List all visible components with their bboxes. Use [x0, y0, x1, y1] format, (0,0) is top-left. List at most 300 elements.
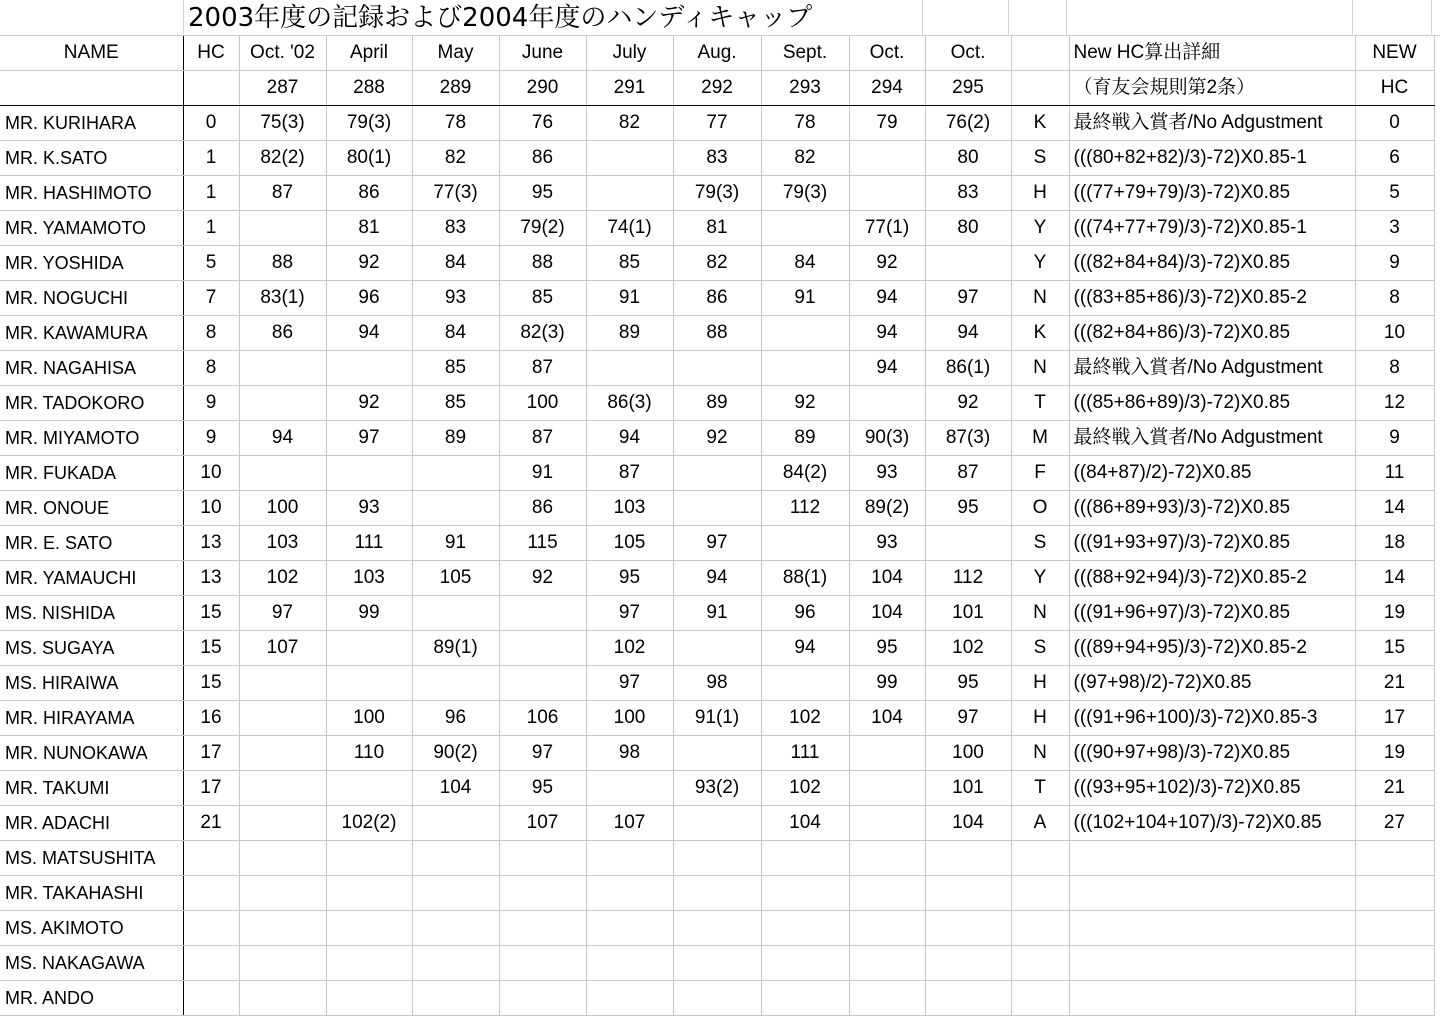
- player-name-cell[interactable]: MR. NUNOKAWA: [0, 736, 183, 771]
- score-cell[interactable]: [239, 981, 326, 1016]
- month-header[interactable]: Aug.: [673, 36, 761, 71]
- score-cell[interactable]: 77: [673, 106, 761, 141]
- score-cell[interactable]: 103: [326, 561, 412, 596]
- score-cell[interactable]: [586, 141, 673, 176]
- calc-detail-cell[interactable]: 最終戦入賞者/No Adgustment: [1069, 106, 1355, 141]
- score-cell[interactable]: 94: [239, 421, 326, 456]
- initial-cell[interactable]: Y: [1011, 246, 1069, 281]
- initial-cell[interactable]: [1011, 911, 1069, 946]
- score-cell[interactable]: [761, 351, 849, 386]
- hc-cell[interactable]: 9: [183, 421, 239, 456]
- score-cell[interactable]: 112: [761, 491, 849, 526]
- new-hc-cell[interactable]: [1355, 946, 1434, 981]
- score-cell[interactable]: [239, 386, 326, 421]
- calc-detail-cell[interactable]: (((102+104+107)/3)-72)X0.85: [1069, 806, 1355, 841]
- score-cell[interactable]: 93: [412, 281, 499, 316]
- score-cell[interactable]: [673, 631, 761, 666]
- score-cell[interactable]: 93: [849, 456, 925, 491]
- round-number[interactable]: 294: [849, 71, 925, 106]
- score-cell[interactable]: [673, 351, 761, 386]
- new-hc-cell[interactable]: 10: [1355, 316, 1434, 351]
- round-number[interactable]: 288: [326, 71, 412, 106]
- player-name-cell[interactable]: MR. KURIHARA: [0, 106, 183, 141]
- score-cell[interactable]: [412, 841, 499, 876]
- score-cell[interactable]: 85: [412, 351, 499, 386]
- score-cell[interactable]: 95: [849, 631, 925, 666]
- score-cell[interactable]: 100: [499, 386, 586, 421]
- score-cell[interactable]: [586, 876, 673, 911]
- score-cell[interactable]: 91: [761, 281, 849, 316]
- score-cell[interactable]: 100: [239, 491, 326, 526]
- score-cell[interactable]: 82(2): [239, 141, 326, 176]
- new-hc-cell[interactable]: [1355, 876, 1434, 911]
- calc-detail-cell[interactable]: ((97+98)/2)-72)X0.85: [1069, 666, 1355, 701]
- month-header[interactable]: July: [586, 36, 673, 71]
- score-cell[interactable]: [849, 876, 925, 911]
- score-cell[interactable]: 92: [673, 421, 761, 456]
- score-cell[interactable]: 111: [761, 736, 849, 771]
- score-cell[interactable]: [925, 526, 1011, 561]
- score-cell[interactable]: [849, 141, 925, 176]
- round-number[interactable]: 287: [239, 71, 326, 106]
- hc-cell[interactable]: 10: [183, 491, 239, 526]
- player-name-cell[interactable]: MR. TAKUMI: [0, 771, 183, 806]
- score-cell[interactable]: 82: [412, 141, 499, 176]
- score-cell[interactable]: 102: [239, 561, 326, 596]
- score-cell[interactable]: [849, 911, 925, 946]
- score-cell[interactable]: 99: [326, 596, 412, 631]
- hc-cell[interactable]: [183, 876, 239, 911]
- score-cell[interactable]: [326, 981, 412, 1016]
- score-cell[interactable]: 104: [849, 701, 925, 736]
- score-cell[interactable]: [586, 841, 673, 876]
- calc-detail-cell[interactable]: [1069, 876, 1355, 911]
- score-cell[interactable]: [239, 911, 326, 946]
- score-cell[interactable]: 89: [761, 421, 849, 456]
- score-cell[interactable]: 75(3): [239, 106, 326, 141]
- hc-cell[interactable]: 1: [183, 211, 239, 246]
- round-number[interactable]: 290: [499, 71, 586, 106]
- score-cell[interactable]: 79(3): [673, 176, 761, 211]
- score-cell[interactable]: 85: [586, 246, 673, 281]
- score-cell[interactable]: [412, 806, 499, 841]
- player-name-cell[interactable]: MS. SUGAYA: [0, 631, 183, 666]
- round-number[interactable]: 289: [412, 71, 499, 106]
- score-cell[interactable]: [499, 631, 586, 666]
- new-hc-cell[interactable]: 21: [1355, 666, 1434, 701]
- calc-detail-cell[interactable]: (((86+89+93)/3)-72)X0.85: [1069, 491, 1355, 526]
- calc-detail-cell[interactable]: (((93+95+102)/3)-72)X0.85: [1069, 771, 1355, 806]
- score-cell[interactable]: [849, 981, 925, 1016]
- score-cell[interactable]: [586, 911, 673, 946]
- score-cell[interactable]: [586, 981, 673, 1016]
- score-cell[interactable]: 86: [499, 491, 586, 526]
- score-cell[interactable]: [673, 981, 761, 1016]
- player-name-cell[interactable]: MR. HIRAYAMA: [0, 701, 183, 736]
- score-cell[interactable]: 104: [761, 806, 849, 841]
- score-cell[interactable]: 104: [849, 561, 925, 596]
- score-cell[interactable]: 87(3): [925, 421, 1011, 456]
- calc-detail-cell[interactable]: (((74+77+79)/3)-72)X0.85-1: [1069, 211, 1355, 246]
- score-cell[interactable]: 78: [412, 106, 499, 141]
- score-cell[interactable]: 93(2): [673, 771, 761, 806]
- score-cell[interactable]: 84(2): [761, 456, 849, 491]
- score-cell[interactable]: [673, 911, 761, 946]
- player-name-cell[interactable]: MR. KAWAMURA: [0, 316, 183, 351]
- score-cell[interactable]: 90(2): [412, 736, 499, 771]
- score-cell[interactable]: [326, 841, 412, 876]
- calc-detail-cell[interactable]: ((84+87)/2)-72)X0.85: [1069, 456, 1355, 491]
- score-cell[interactable]: 104: [412, 771, 499, 806]
- new-hc-cell[interactable]: 6: [1355, 141, 1434, 176]
- calc-detail-cell[interactable]: (((89+94+95)/3)-72)X0.85-2: [1069, 631, 1355, 666]
- score-cell[interactable]: [849, 386, 925, 421]
- new-hc-cell[interactable]: 21: [1355, 771, 1434, 806]
- score-cell[interactable]: 82: [673, 246, 761, 281]
- score-cell[interactable]: 78: [761, 106, 849, 141]
- score-cell[interactable]: 95: [925, 491, 1011, 526]
- player-name-cell[interactable]: MR. YOSHIDA: [0, 246, 183, 281]
- score-cell[interactable]: 94: [849, 281, 925, 316]
- initial-cell[interactable]: Y: [1011, 211, 1069, 246]
- calc-detail-cell[interactable]: (((91+96+100)/3)-72)X0.85-3: [1069, 701, 1355, 736]
- score-cell[interactable]: [586, 176, 673, 211]
- score-cell[interactable]: 90(3): [849, 421, 925, 456]
- score-cell[interactable]: 97: [499, 736, 586, 771]
- score-cell[interactable]: 107: [499, 806, 586, 841]
- score-cell[interactable]: 77(3): [412, 176, 499, 211]
- player-name-cell[interactable]: MR. K.SATO: [0, 141, 183, 176]
- calc-detail-cell[interactable]: [1069, 946, 1355, 981]
- score-cell[interactable]: 80: [925, 211, 1011, 246]
- score-cell[interactable]: 94: [586, 421, 673, 456]
- score-cell[interactable]: 91: [499, 456, 586, 491]
- initial-cell[interactable]: K: [1011, 316, 1069, 351]
- initial-cell[interactable]: [1011, 876, 1069, 911]
- new-hc-cell[interactable]: 5: [1355, 176, 1434, 211]
- player-name-cell[interactable]: MR. TADOKORO: [0, 386, 183, 421]
- new-hc-header[interactable]: NEW: [1355, 36, 1434, 71]
- hc-cell[interactable]: 1: [183, 176, 239, 211]
- month-header[interactable]: Oct.: [849, 36, 925, 71]
- score-cell[interactable]: [239, 701, 326, 736]
- initial-cell[interactable]: N: [1011, 736, 1069, 771]
- score-cell[interactable]: 105: [586, 526, 673, 561]
- score-cell[interactable]: 76(2): [925, 106, 1011, 141]
- score-cell[interactable]: [412, 456, 499, 491]
- score-cell[interactable]: 82: [586, 106, 673, 141]
- score-cell[interactable]: 97: [673, 526, 761, 561]
- new-hc-cell[interactable]: 12: [1355, 386, 1434, 421]
- score-cell[interactable]: [239, 876, 326, 911]
- player-name-cell[interactable]: MR. NAGAHISA: [0, 351, 183, 386]
- score-cell[interactable]: [849, 841, 925, 876]
- score-cell[interactable]: [673, 491, 761, 526]
- player-name-cell[interactable]: MR. ADACHI: [0, 806, 183, 841]
- calc-detail-cell[interactable]: (((83+85+86)/3)-72)X0.85-2: [1069, 281, 1355, 316]
- score-cell[interactable]: [239, 666, 326, 701]
- score-cell[interactable]: 84: [412, 246, 499, 281]
- score-cell[interactable]: 91(1): [673, 701, 761, 736]
- score-cell[interactable]: [761, 876, 849, 911]
- new-hc-cell[interactable]: 15: [1355, 631, 1434, 666]
- initial-cell[interactable]: N: [1011, 281, 1069, 316]
- initial-header[interactable]: [1011, 36, 1069, 71]
- score-cell[interactable]: [412, 596, 499, 631]
- player-name-cell[interactable]: MS. NAKAGAWA: [0, 946, 183, 981]
- initial-cell[interactable]: N: [1011, 596, 1069, 631]
- score-cell[interactable]: [761, 316, 849, 351]
- score-cell[interactable]: 74(1): [586, 211, 673, 246]
- score-cell[interactable]: [239, 351, 326, 386]
- score-cell[interactable]: 86: [326, 176, 412, 211]
- score-cell[interactable]: 103: [586, 491, 673, 526]
- initial-cell[interactable]: H: [1011, 176, 1069, 211]
- new-hc-cell[interactable]: 19: [1355, 736, 1434, 771]
- new-hc-cell[interactable]: 18: [1355, 526, 1434, 561]
- hc-cell[interactable]: 15: [183, 631, 239, 666]
- calc-detail-cell[interactable]: (((77+79+79)/3)-72)X0.85: [1069, 176, 1355, 211]
- score-cell[interactable]: [761, 946, 849, 981]
- initial-cell[interactable]: [1011, 946, 1069, 981]
- calc-detail-cell[interactable]: (((82+84+86)/3)-72)X0.85: [1069, 316, 1355, 351]
- score-cell[interactable]: 89: [673, 386, 761, 421]
- score-cell[interactable]: 87: [925, 456, 1011, 491]
- score-cell[interactable]: [761, 666, 849, 701]
- initial-cell[interactable]: T: [1011, 386, 1069, 421]
- player-name-cell[interactable]: MR. ONOUE: [0, 491, 183, 526]
- score-cell[interactable]: [412, 876, 499, 911]
- score-cell[interactable]: 94: [849, 351, 925, 386]
- score-cell[interactable]: 88(1): [761, 561, 849, 596]
- score-cell[interactable]: 102: [925, 631, 1011, 666]
- score-cell[interactable]: [239, 211, 326, 246]
- score-cell[interactable]: 104: [849, 596, 925, 631]
- score-cell[interactable]: 101: [925, 596, 1011, 631]
- score-cell[interactable]: 100: [326, 701, 412, 736]
- score-cell[interactable]: [412, 981, 499, 1016]
- score-cell[interactable]: 107: [239, 631, 326, 666]
- new-hc-cell[interactable]: 27: [1355, 806, 1434, 841]
- score-cell[interactable]: 80: [925, 141, 1011, 176]
- player-name-cell[interactable]: MS. NISHIDA: [0, 596, 183, 631]
- score-cell[interactable]: [326, 911, 412, 946]
- score-cell[interactable]: 94: [326, 316, 412, 351]
- score-cell[interactable]: 98: [673, 666, 761, 701]
- score-cell[interactable]: 83: [925, 176, 1011, 211]
- score-cell[interactable]: [499, 981, 586, 1016]
- score-cell[interactable]: [326, 876, 412, 911]
- calc-subheader[interactable]: （育友会規則第2条）: [1069, 71, 1355, 106]
- score-cell[interactable]: [673, 806, 761, 841]
- score-cell[interactable]: [925, 946, 1011, 981]
- player-name-cell[interactable]: MR. MIYAMOTO: [0, 421, 183, 456]
- score-cell[interactable]: 79(3): [326, 106, 412, 141]
- new-hc-cell[interactable]: 8: [1355, 351, 1434, 386]
- score-cell[interactable]: [412, 946, 499, 981]
- initial-cell[interactable]: N: [1011, 351, 1069, 386]
- score-cell[interactable]: 96: [412, 701, 499, 736]
- initial-cell[interactable]: S: [1011, 526, 1069, 561]
- score-cell[interactable]: 83(1): [239, 281, 326, 316]
- score-cell[interactable]: 84: [761, 246, 849, 281]
- hc-cell[interactable]: 8: [183, 316, 239, 351]
- score-cell[interactable]: 79(2): [499, 211, 586, 246]
- new-hc-cell[interactable]: 11: [1355, 456, 1434, 491]
- new-hc-cell[interactable]: 19: [1355, 596, 1434, 631]
- score-cell[interactable]: [239, 736, 326, 771]
- calc-detail-cell[interactable]: 最終戦入賞者/No Adgustment: [1069, 351, 1355, 386]
- score-cell[interactable]: [239, 771, 326, 806]
- score-cell[interactable]: 77(1): [849, 211, 925, 246]
- score-cell[interactable]: 82(3): [499, 316, 586, 351]
- score-cell[interactable]: 92: [326, 246, 412, 281]
- score-cell[interactable]: 87: [499, 351, 586, 386]
- score-cell[interactable]: 102: [761, 771, 849, 806]
- new-hc-cell[interactable]: 17: [1355, 701, 1434, 736]
- hc-cell[interactable]: [183, 946, 239, 981]
- score-cell[interactable]: [499, 666, 586, 701]
- score-cell[interactable]: [925, 246, 1011, 281]
- hc-cell[interactable]: [183, 911, 239, 946]
- score-cell[interactable]: [239, 841, 326, 876]
- calc-detail-cell[interactable]: [1069, 981, 1355, 1016]
- score-cell[interactable]: 112: [925, 561, 1011, 596]
- calc-detail-cell[interactable]: [1069, 841, 1355, 876]
- player-name-cell[interactable]: MR. YAMAUCHI: [0, 561, 183, 596]
- player-name-cell[interactable]: MR. NOGUCHI: [0, 281, 183, 316]
- score-cell[interactable]: [761, 911, 849, 946]
- score-cell[interactable]: [925, 841, 1011, 876]
- hc-cell[interactable]: 7: [183, 281, 239, 316]
- player-name-cell[interactable]: MS. MATSUSHITA: [0, 841, 183, 876]
- score-cell[interactable]: 104: [925, 806, 1011, 841]
- score-cell[interactable]: 101: [925, 771, 1011, 806]
- month-header[interactable]: Sept.: [761, 36, 849, 71]
- player-name-cell[interactable]: MR. FUKADA: [0, 456, 183, 491]
- player-name-cell[interactable]: MS. HIRAIWA: [0, 666, 183, 701]
- score-cell[interactable]: [925, 911, 1011, 946]
- new-hc-cell[interactable]: 3: [1355, 211, 1434, 246]
- calc-detail-cell[interactable]: (((88+92+94)/3)-72)X0.85-2: [1069, 561, 1355, 596]
- score-cell[interactable]: 92: [925, 386, 1011, 421]
- hc-cell[interactable]: 15: [183, 666, 239, 701]
- score-cell[interactable]: [849, 806, 925, 841]
- score-cell[interactable]: [925, 981, 1011, 1016]
- score-cell[interactable]: 89: [586, 316, 673, 351]
- player-name-cell[interactable]: MR. ANDO: [0, 981, 183, 1016]
- score-cell[interactable]: [586, 946, 673, 981]
- score-cell[interactable]: [586, 771, 673, 806]
- initial-cell[interactable]: Y: [1011, 561, 1069, 596]
- round-number[interactable]: 292: [673, 71, 761, 106]
- blank-cell[interactable]: [0, 71, 183, 106]
- score-cell[interactable]: [326, 771, 412, 806]
- score-cell[interactable]: 92: [326, 386, 412, 421]
- score-cell[interactable]: 86(1): [925, 351, 1011, 386]
- score-cell[interactable]: 107: [586, 806, 673, 841]
- initial-cell[interactable]: H: [1011, 666, 1069, 701]
- score-cell[interactable]: 89(1): [412, 631, 499, 666]
- hc-cell[interactable]: 16: [183, 701, 239, 736]
- score-cell[interactable]: 86: [673, 281, 761, 316]
- score-cell[interactable]: [761, 841, 849, 876]
- initial-cell[interactable]: [1011, 841, 1069, 876]
- score-cell[interactable]: [849, 771, 925, 806]
- score-cell[interactable]: 95: [586, 561, 673, 596]
- new-hc-cell[interactable]: 14: [1355, 561, 1434, 596]
- score-cell[interactable]: 88: [239, 246, 326, 281]
- score-cell[interactable]: 85: [412, 386, 499, 421]
- score-cell[interactable]: 85: [499, 281, 586, 316]
- score-cell[interactable]: [673, 841, 761, 876]
- score-cell[interactable]: 89(2): [849, 491, 925, 526]
- score-cell[interactable]: [761, 211, 849, 246]
- initial-cell[interactable]: F: [1011, 456, 1069, 491]
- score-cell[interactable]: [326, 456, 412, 491]
- player-name-cell[interactable]: MR. E. SATO: [0, 526, 183, 561]
- score-cell[interactable]: 94: [761, 631, 849, 666]
- hc-cell[interactable]: [183, 841, 239, 876]
- score-cell[interactable]: 83: [673, 141, 761, 176]
- score-cell[interactable]: 81: [673, 211, 761, 246]
- month-header[interactable]: May: [412, 36, 499, 71]
- score-cell[interactable]: 97: [586, 666, 673, 701]
- score-cell[interactable]: [673, 736, 761, 771]
- calc-detail-cell[interactable]: 最終戦入賞者/No Adgustment: [1069, 421, 1355, 456]
- score-cell[interactable]: 97: [925, 701, 1011, 736]
- score-cell[interactable]: 83: [412, 211, 499, 246]
- name-header[interactable]: NAME: [0, 36, 183, 71]
- hc-cell[interactable]: 8: [183, 351, 239, 386]
- hc-cell[interactable]: 15: [183, 596, 239, 631]
- hc-cell[interactable]: 17: [183, 771, 239, 806]
- score-cell[interactable]: 92: [499, 561, 586, 596]
- score-cell[interactable]: 111: [326, 526, 412, 561]
- hc-cell[interactable]: 17: [183, 736, 239, 771]
- initial-cell[interactable]: A: [1011, 806, 1069, 841]
- calc-detail-cell[interactable]: [1069, 911, 1355, 946]
- new-hc-cell[interactable]: 9: [1355, 246, 1434, 281]
- score-cell[interactable]: [499, 911, 586, 946]
- score-cell[interactable]: 86: [499, 141, 586, 176]
- score-cell[interactable]: 96: [326, 281, 412, 316]
- score-cell[interactable]: [412, 666, 499, 701]
- score-cell[interactable]: 106: [499, 701, 586, 736]
- initial-cell[interactable]: [1011, 981, 1069, 1016]
- round-number[interactable]: 295: [925, 71, 1011, 106]
- score-cell[interactable]: 94: [925, 316, 1011, 351]
- score-cell[interactable]: 92: [849, 246, 925, 281]
- score-cell[interactable]: 103: [239, 526, 326, 561]
- score-cell[interactable]: 97: [586, 596, 673, 631]
- hc-cell[interactable]: 9: [183, 386, 239, 421]
- initial-cell[interactable]: O: [1011, 491, 1069, 526]
- hc-cell[interactable]: 13: [183, 561, 239, 596]
- new-hc-cell[interactable]: 14: [1355, 491, 1434, 526]
- month-header[interactable]: April: [326, 36, 412, 71]
- round-number[interactable]: 293: [761, 71, 849, 106]
- calc-detail-cell[interactable]: (((91+93+97)/3)-72)X0.85: [1069, 526, 1355, 561]
- score-cell[interactable]: 96: [761, 596, 849, 631]
- new-hc-cell[interactable]: 0: [1355, 106, 1434, 141]
- player-name-cell[interactable]: MR. TAKAHASHI: [0, 876, 183, 911]
- score-cell[interactable]: 91: [673, 596, 761, 631]
- score-cell[interactable]: 79(3): [761, 176, 849, 211]
- score-cell[interactable]: [499, 596, 586, 631]
- score-cell[interactable]: 115: [499, 526, 586, 561]
- score-cell[interactable]: 88: [673, 316, 761, 351]
